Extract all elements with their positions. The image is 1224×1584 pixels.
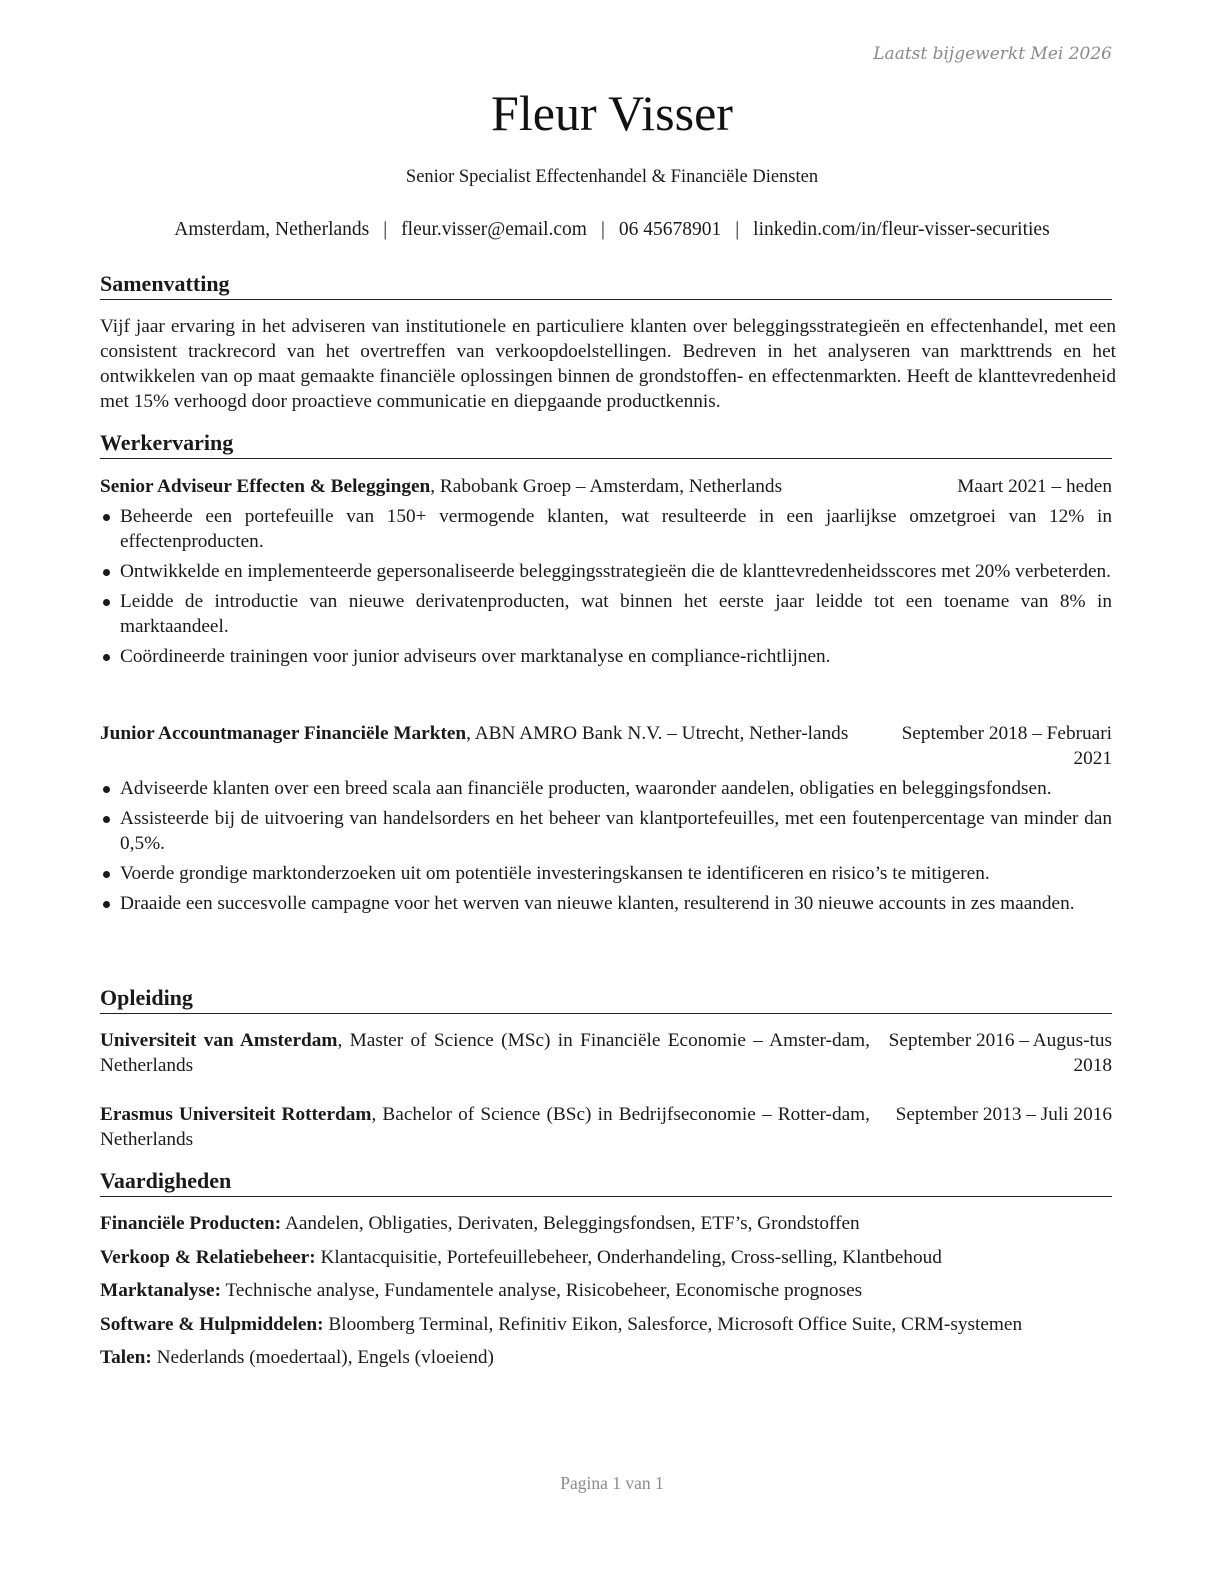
education-header [100,1102,1112,1152]
list-item: Leidde de introductie van nieuwe derivatenproducten, wat binnen het eerste jaar leidde tot een toename van 8% in marktaandeel. [100,589,1112,639]
list-item: Adviseerde klanten over een breed scala aan financiële producten, waaronder aandelen, obligaties en beleggingsfondsen. [100,776,1112,801]
contact-line [0,219,1224,241]
education-entry [100,1028,1112,1078]
education-school: Universiteit van Amsterdam [100,1030,338,1051]
section-title-summary: Samenvatting [100,270,1112,300]
summary-text: Vijf jaar ervaring in het adviseren van institutionele en particuliere klanten over beleggingsstrategieën en effectenhandel, met een consistent trackrecord van het overtreffen van verkoopdoelstellingen. Bedreven in het analyseren van markttrends en het ontwikkelen van op maat gemaakte financiële oplossingen binnen de grondstoffen- en effectenmarkten. Heeft de klanttevredenheid met 15% verhoogd door proactieve communicatie en diepgaande productkennis. [100,316,1116,412]
skill-label: Marktanalyse: [100,1280,222,1301]
contact-separator: | [600,219,605,240]
section-title-experience: Werkervaring [100,429,1112,459]
contact-separator: | [383,219,388,240]
skill-label: Talen: [100,1347,152,1368]
job-dates: Maart 2021 – heden [957,476,1112,497]
list-item: Coördineerde trainingen voor junior adviseurs over marktanalyse en compliance-richtlijnen. [100,644,1112,669]
skill-value: Klantacquisitie, Portefeuillebeheer, Onderhandeling, Cross-selling, Klantbehoud [315,1246,942,1268]
contact-email[interactable]: fleur.visser@email.com [401,219,587,240]
section-title-education: Opleiding [100,984,1112,1014]
skill-value: Bloomberg Terminal, Refinitiv Eikon, Salesforce, Microsoft Office Suite, CRM-systemen [323,1313,1023,1335]
job-entry [100,474,1112,674]
skill-value: Technische analyse, Fundamentele analyse, Risicobeheer, Economische prognoses [221,1280,863,1301]
contact-location: Amsterdam, Netherlands [174,219,370,240]
contact-phone: 06 45678901 [618,219,722,240]
skill-row [100,1312,1112,1337]
job-bullets [100,776,1112,916]
skill-label: Financiële Producten: [100,1213,282,1234]
candidate-name: Fleur Visser [491,85,733,141]
education-dates: September 2013 – Juli 2016 [895,1104,1112,1125]
skill-row [100,1211,1112,1236]
page-number: Pagina 1 van 1 [560,1473,664,1493]
contact-linkedin[interactable]: linkedin.com/in/fleur-visser-securities [753,219,1050,240]
education-detail: , Master of Science (MSc) in Financiële Economie – Amster-dam, Netherlands [100,1030,870,1076]
list-item: Draaide een succesvolle campagne voor het werven van nieuwe klanten, resulterend in 30 nieuwe accounts in zes maanden. [100,891,1112,916]
job-header [100,474,1112,499]
skill-row [100,1278,1112,1303]
skill-value: Aandelen, Obligaties, Derivaten, Beleggingsfondsen, ETF’s, Grondstoffen [281,1213,860,1234]
skill-label: Verkoop & Relatiebeheer: [100,1246,316,1268]
last-updated: Laatst bijgewerkt Mei 2026 [873,44,1112,64]
skill-row [100,1345,1112,1370]
education-dates: September 2016 – Augus-tus 2018 [888,1030,1112,1076]
job-org: , Rabobank Groep – Amsterdam, Netherlands [430,476,783,497]
education-header [100,1028,1112,1078]
job-title: Junior Accountmanager Financiële Markten [100,723,467,744]
job-title: Senior Adviseur Effecten & Beleggingen [100,476,431,497]
job-bullets [100,504,1112,669]
list-item: Voerde grondige marktonderzoeken uit om potentiële investeringskansen te identificeren en risico’s te mitigeren. [100,861,1112,886]
list-item: Beheerde een portefeuille van 150+ vermogende klanten, wat resulteerde in een jaarlijkse omzetgroei van 12% in effectenproducten. [100,504,1112,554]
contact-separator: | [735,219,740,240]
section-title-skills: Vaardigheden [100,1167,1112,1197]
skill-label: Software & Hulpmiddelen: [100,1313,324,1335]
list-item: Assisteerde bij de uitvoering van handelsorders en het beheer van klantportefeuilles, met een foutenpercentage van minder dan 0,5%. [100,806,1112,856]
list-item: Ontwikkelde en implementeerde gepersonaliseerde beleggingsstrategieën die de klanttevredenheidsscores met 20% verbeterden. [100,559,1112,584]
job-org: , ABN AMRO Bank N.V. – Utrecht, Nether-lands [466,723,849,744]
job-entry [100,721,1112,921]
candidate-subtitle: Senior Specialist Effectenhandel & Financiële Diensten [405,167,819,187]
job-dates: September 2018 – Februari 2021 [901,723,1112,769]
job-header [100,721,1112,771]
skills-list [100,1211,1112,1379]
education-school: Erasmus Universiteit Rotterdam [100,1104,372,1125]
skill-value: Nederlands (moedertaal), Engels (vloeiend) [151,1347,494,1368]
education-entry [100,1102,1112,1152]
skill-row [100,1245,1112,1270]
education-detail: , Bachelor of Science (BSc) in Bedrijfseconomie – Rotter-dam, Netherlands [100,1104,870,1150]
